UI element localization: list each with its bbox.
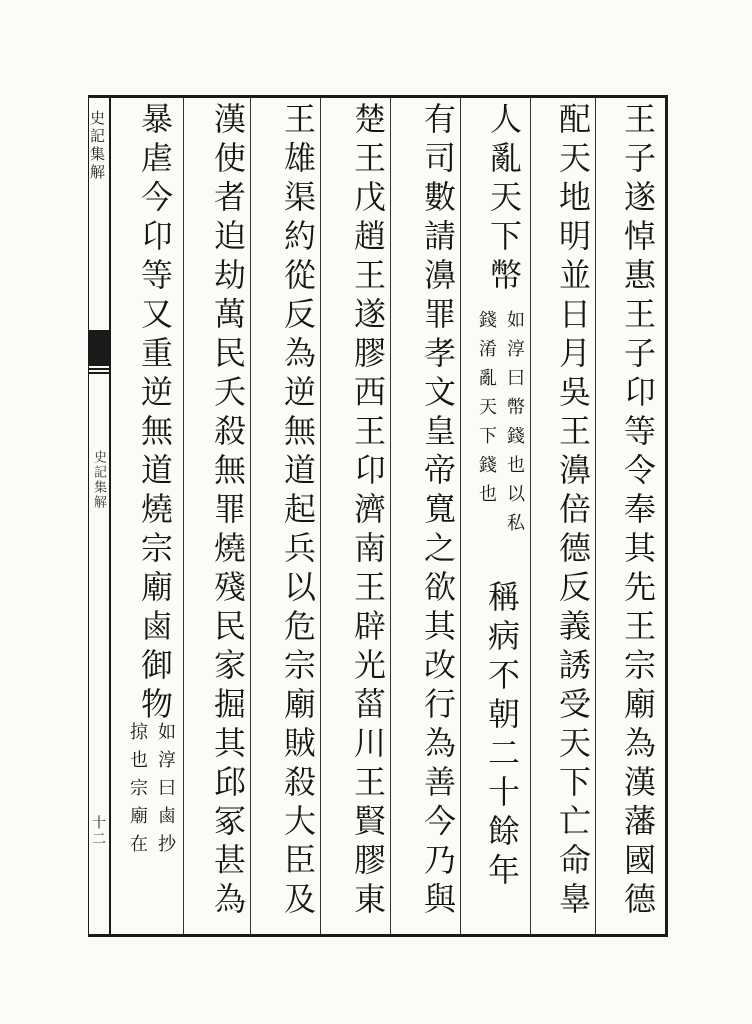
annotation-line-1: 如淳曰鹵抄 [155, 722, 176, 862]
fishtail-mark [88, 330, 110, 366]
page-number: 十二 [90, 815, 106, 847]
annotation [123, 722, 179, 932]
column-text: 人亂天下幣 [485, 102, 523, 297]
column-rule [390, 98, 391, 934]
column-rule [183, 98, 184, 934]
column-rule [250, 98, 251, 934]
margin-rule [109, 95, 111, 937]
margin-book-title: 史記集解 [91, 450, 106, 510]
text-column-3 [465, 102, 530, 932]
column-text: 楚王戊趙王遂膠西王卬濟南王辟光菑川王賢膠東 [349, 102, 387, 921]
column-rule [530, 98, 531, 934]
column-text: 配天地明並日月吳王濞倍德反義誘受天下亡命辠 [554, 102, 592, 921]
column-rule [460, 98, 461, 934]
text-column-8 [113, 102, 183, 932]
fishtail-lines [88, 368, 110, 374]
text-column-1 [600, 102, 660, 932]
column-text: 王子遂悼惠王子卬等令奉其先王宗廟為漢藩國德 [619, 102, 657, 921]
text-column-5 [325, 102, 390, 932]
column-rule [320, 98, 321, 934]
column-rule [595, 98, 596, 934]
column-text: 王雄渠約從反為逆無道起兵以危宗廟賊殺大臣及 [279, 102, 317, 921]
column-text: 稱病不朝二十餘年 [483, 580, 521, 892]
column-text: 有司數請濞罪孝文皇帝寬之欲其改行為善今乃與 [419, 102, 457, 921]
text-column-2 [535, 102, 595, 932]
text-column-7 [188, 102, 250, 932]
column-text: 暴虐今卬等又重逆無道燒宗廟鹵御物 [136, 102, 174, 726]
text-column-4 [395, 102, 460, 932]
annotation-line-2: 錢淆亂天下錢也 [476, 310, 497, 513]
text-column-6 [255, 102, 320, 932]
margin-title: 史記集解 [88, 110, 106, 182]
column-text: 漢使者迫劫萬民夭殺無罪燒殘民家掘其邱冢甚為 [209, 102, 247, 921]
annotation-line-1: 如淳曰幣錢也以私 [504, 310, 525, 542]
annotation-line-2: 掠也宗廟在 [127, 722, 148, 862]
